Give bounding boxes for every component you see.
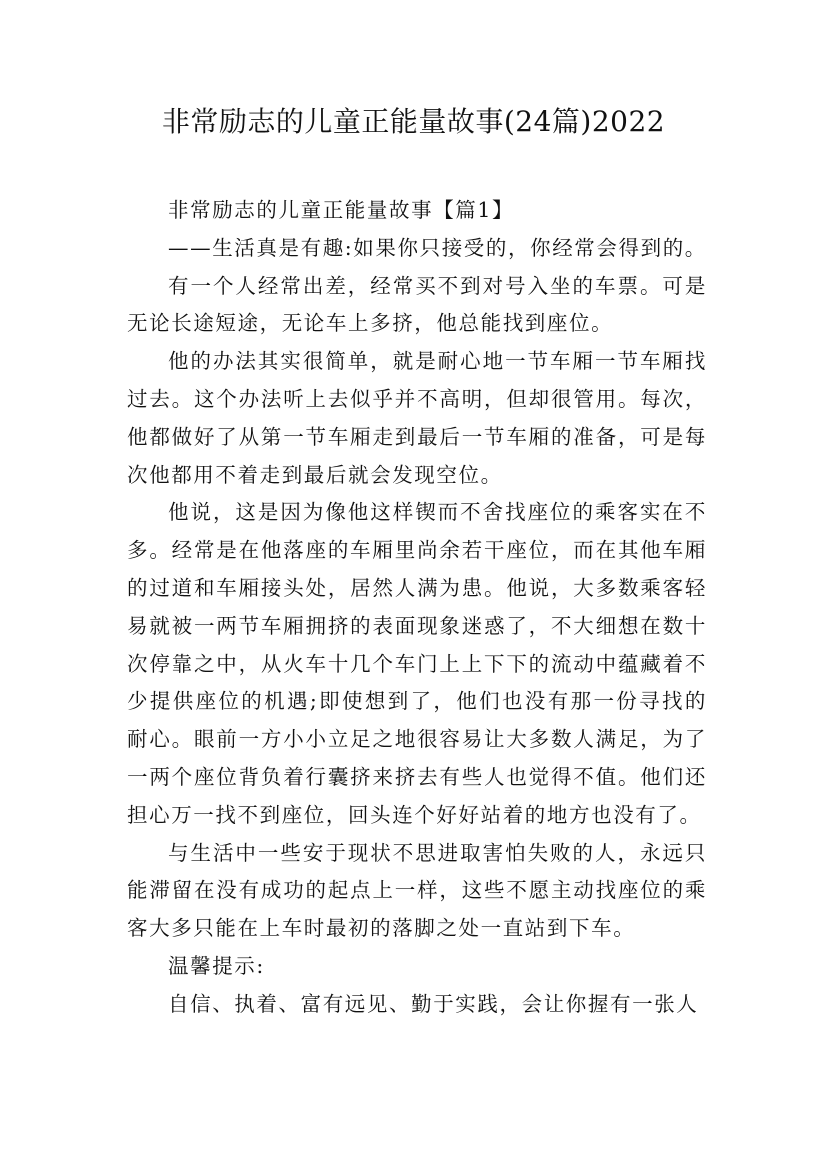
document-body bbox=[127, 192, 707, 1024]
paragraph: 他的办法其实很简单，就是耐心地一节车厢一节车厢找过去。这个办法听上去似乎并不高明，但却很管用。每次，他都做好了从第一节车厢走到最后一节车厢的准备，可是每次他都用不着走到最后就会发现空位。 bbox=[127, 349, 707, 487]
paragraph-section-heading: 非常励志的儿童正能量故事【篇1】 bbox=[168, 198, 515, 222]
paragraph-epigraph: ——生活真是有趣:如果你只接受的，你经常会得到的。 bbox=[168, 235, 707, 260]
paragraph-tip-label: 温馨提示: bbox=[168, 953, 265, 978]
paragraph: 他说，这是因为像他这样锲而不舍找座位的乘客实在不多。经常是在他落座的车厢里尚余若干座位，而在其他车厢的过道和车厢接头处，居然人满为患。他说，大多数乘客轻易就被一两节车厢拥挤的表面现象迷惑了，不大细想在数十次停靠之中，从火车十几个车门上上下下的流动中蕴藏着不少提供座位的机遇;即使想到了，他们也没有那一份寻找的耐心。眼前一方小小立足之地很容易让大多数人满足，为了一两个座位背负着行囊挤来挤去有些人也觉得不值。他们还担心万一找不到座位，回头连个好好站着的地方也没有了。 bbox=[127, 500, 707, 827]
paragraph: 与生活中一些安于现状不思进取害怕失败的人，永远只能滞留在没有成功的起点上一样，这些不愿主动找座位的乘客大多只能在上车时最初的落脚之处一直站到下车。 bbox=[127, 840, 707, 941]
paragraph: 自信、执着、富有远见、勤于实践，会让你握有一张人 bbox=[168, 991, 699, 1016]
paragraph: 有一个人经常出差，经常买不到对号入坐的车票。可是无论长途短途，无论车上多挤，他总能找到座位。 bbox=[127, 273, 707, 336]
document-title: 非常励志的儿童正能量故事(24篇)2022 bbox=[161, 105, 666, 138]
